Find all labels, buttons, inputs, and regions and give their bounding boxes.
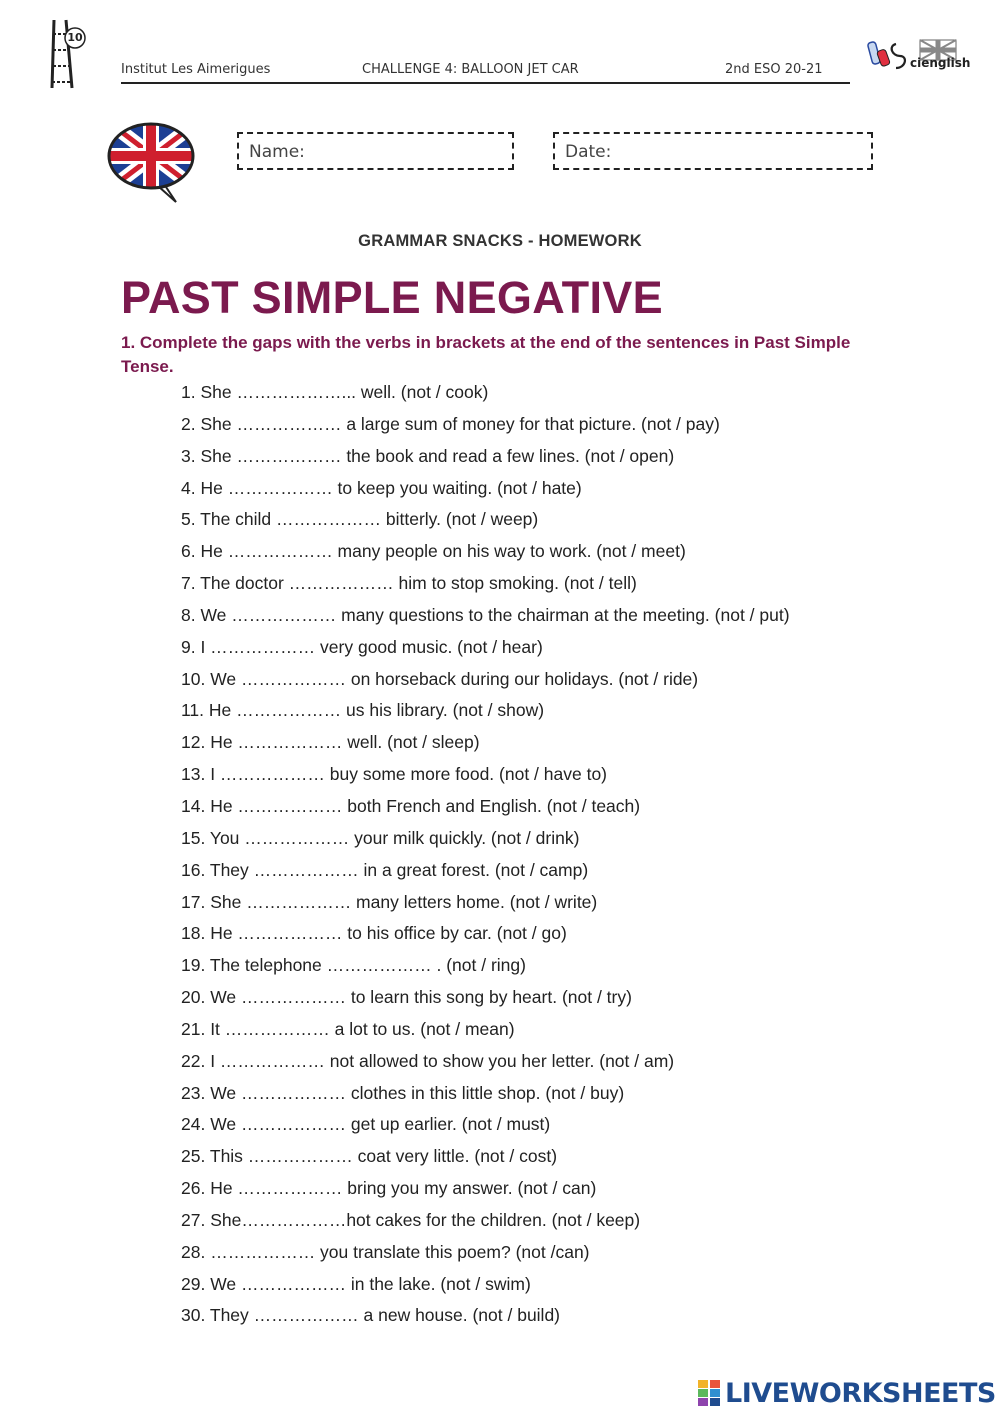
name-label: Name: — [249, 142, 305, 162]
exercise-item: 26. He ……………… bring you my answer. (not / can) — [181, 1178, 597, 1199]
exercise-item: 28. ……………… you translate this poem? (not /can) — [181, 1241, 590, 1262]
exercise-item: 22. I ……………… not allowed to show you her letter. (not / am) — [181, 1050, 675, 1071]
challenge-title: CHALLENGE 4: BALLOON JET CAR — [362, 62, 579, 77]
exercise-item: 13. I ……………… buy some more food. (not / have to) — [181, 764, 607, 785]
course-label: 2nd ESO 20-21 — [725, 62, 823, 77]
scienglish-logo-text: cienglish — [910, 56, 971, 70]
uk-flag-bubble-icon — [106, 120, 200, 204]
date-label: Date: — [565, 142, 612, 162]
date-field[interactable] — [553, 132, 873, 170]
exercise-item: 8. We ……………… many questions to the chairman at the meeting. (not / put) — [181, 604, 790, 625]
exercise-item: 4. He ……………… to keep you waiting. (not / hate) — [181, 477, 582, 498]
liveworksheets-brand: LIVEWORKSHEETS — [725, 1377, 996, 1409]
exercise-item: 11. He ……………… us his library. (not / show) — [181, 700, 545, 721]
exercise-item: 16. They ……………… in a great forest. (not / camp) — [181, 859, 589, 880]
header-divider — [121, 82, 850, 84]
exercise-list — [181, 377, 790, 1332]
exercise-item: 19. The telephone ……………… . (not / ring) — [181, 955, 526, 976]
logo-badge-number: 10 — [67, 31, 83, 44]
liveworksheets-icon — [697, 1378, 725, 1408]
exercise-item: 6. He ……………… many people on his way to work. (not / meet) — [181, 541, 686, 562]
exercise-item: 5. The child ……………… bitterly. (not / weep) — [181, 509, 539, 530]
exercise-item: 7. The doctor ……………… him to stop smoking. (not / tell) — [181, 573, 637, 594]
exercise-item: 17. She ……………… many letters home. (not / write) — [181, 891, 598, 912]
scienglish-logo — [866, 36, 971, 76]
exercise-item: 3. She ……………… the book and read a few lines. (not / open) — [181, 445, 675, 466]
exercise-item: 25. This ……………… coat very little. (not / cost) — [181, 1146, 558, 1167]
exercise-item: 21. It ……………… a lot to us. (not / mean) — [181, 1018, 515, 1039]
worksheet-subtitle: GRAMMAR SNACKS - HOMEWORK — [358, 232, 642, 250]
exercise-item: 9. I ……………… very good music. (not / hear) — [181, 636, 543, 657]
school-name: Institut Les Aimerigues — [121, 62, 271, 77]
exercise-item: 23. We ……………… clothes in this little shop. (not / buy) — [181, 1082, 625, 1103]
exercise-item: 20. We ……………… to learn this song by heart. (not / try) — [181, 987, 632, 1008]
name-field[interactable] — [237, 132, 514, 170]
exercise-item: 15. You ……………… your milk quickly. (not / drink) — [181, 827, 580, 848]
exercise-item: 30. They ……………… a new house. (not / build) — [181, 1305, 561, 1326]
exercise-item: 1. She ………………... well. (not / cook) — [181, 382, 489, 402]
exercise-item: 18. He ……………… to his office by car. (not / go) — [181, 923, 567, 944]
exercise-item: 10. We ……………… on horseback during our holidays. (not / ride) — [181, 668, 699, 689]
exercise-item: 24. We ……………… get up earlier. (not / must) — [181, 1114, 551, 1135]
school-logo — [44, 14, 92, 92]
exercise-item: 14. He ……………… both French and English. (not / teach) — [181, 795, 641, 816]
exercise-item: 2. She ……………… a large sum of money for that picture. (not / pay) — [181, 413, 720, 434]
exercise-item: 29. We ……………… in the lake. (not / swim) — [181, 1273, 531, 1294]
exercise-instruction: 1. Complete the gaps with the verbs in brackets at the end of the sentences in Past Simple Tense. — [121, 333, 851, 376]
liveworksheets-logo[interactable] — [697, 1375, 996, 1411]
exercise-item: 12. He ……………… well. (not / sleep) — [181, 732, 480, 753]
exercise-item: 27. She………………hot cakes for the children. (not / keep) — [181, 1209, 641, 1230]
page-title: PAST SIMPLE NEGATIVE — [121, 272, 663, 323]
